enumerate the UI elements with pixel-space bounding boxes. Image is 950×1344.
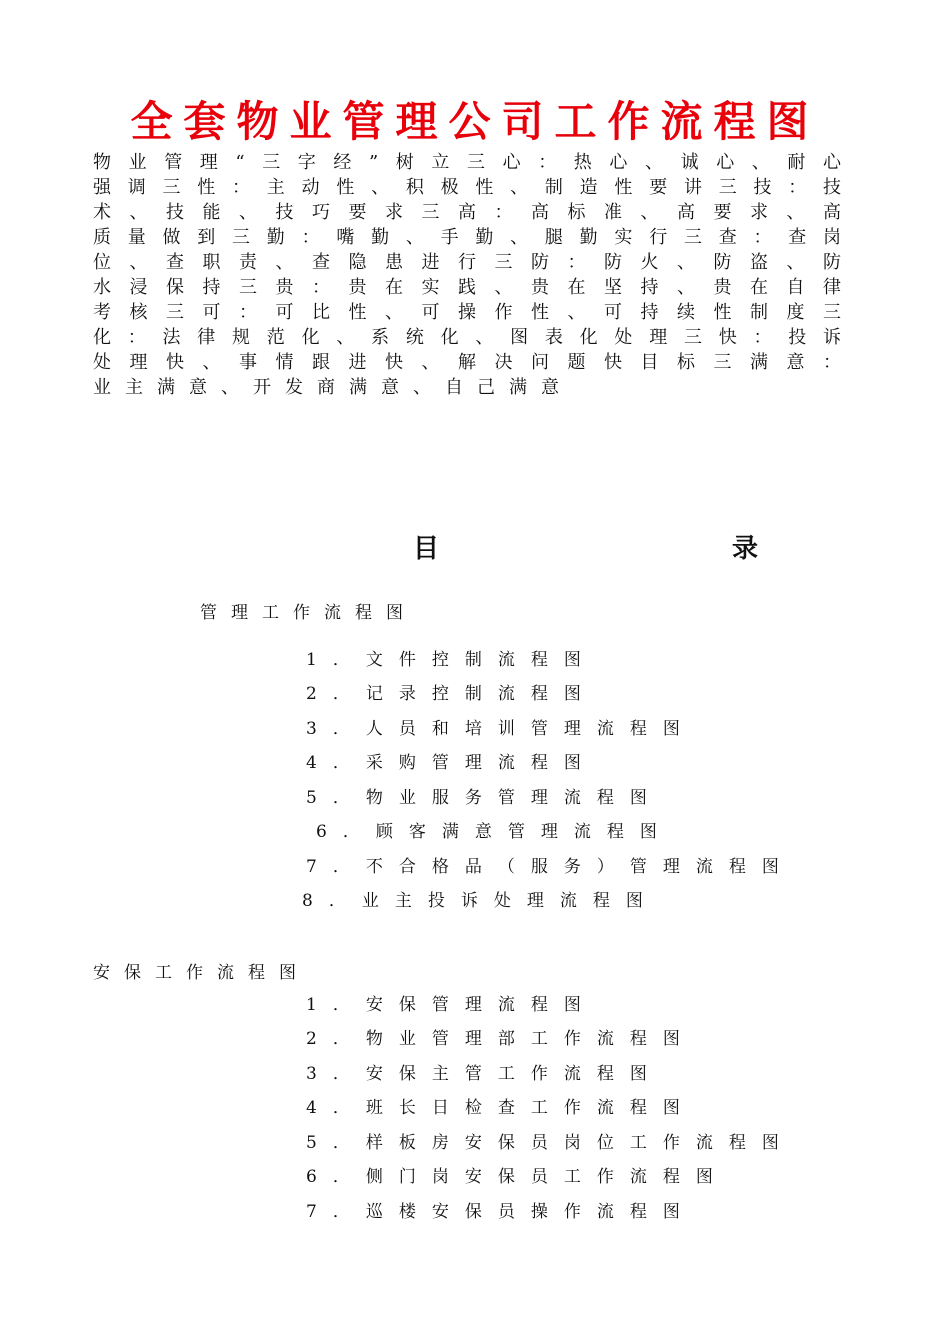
toc-item[interactable]: 3．人员和培训管理流程图 <box>306 719 696 739</box>
toc-item[interactable]: 4．班长日检查工作流程图 <box>306 1098 696 1118</box>
intro-line: 位、查职责、查隐患进行三防：防火、防盗、防 <box>93 252 841 273</box>
intro-line: 考核三可：可比性、可操作性、可持续性制度三 <box>93 302 841 323</box>
toc-item[interactable]: 2．物业管理部工作流程图 <box>306 1029 696 1049</box>
intro-line: 强调三性：主动性、积极性、制造性要讲三技：技 <box>93 177 841 198</box>
section-heading-management: 管理工作流程图 <box>200 603 417 623</box>
toc-item[interactable]: 1．安保管理流程图 <box>306 995 597 1015</box>
intro-line: 处理快、事情跟进快、解决问题快目标三满意： <box>93 352 841 373</box>
toc-item[interactable]: 6．侧门岗安保员工作流程图 <box>306 1167 729 1187</box>
intro-line: 水浸保持三贵：贵在实践、贵在坚持、贵在自律 <box>93 277 841 298</box>
intro-line: 化：法律规范化、系统化、图表化处理三快：投诉 <box>93 327 841 348</box>
toc-item[interactable]: 5．样板房安保员岗位工作流程图 <box>306 1133 795 1153</box>
intro-paragraph <box>93 150 841 400</box>
toc-item[interactable]: 5．物业服务管理流程图 <box>306 788 663 808</box>
intro-line: 物业管理“三字经”树立三心：热心、诚心、耐心 <box>93 152 841 173</box>
toc-item[interactable]: 7．不合格品（服务）管理流程图 <box>306 857 795 877</box>
intro-line: 业主满意、开发商满意、自己满意 <box>93 377 573 398</box>
toc-item[interactable]: 8．业主投诉处理流程图 <box>302 891 659 911</box>
intro-line: 术、技能、技巧要求三高：高标准、高要求、高 <box>93 202 841 223</box>
toc-title-right: 录 <box>732 534 759 564</box>
toc-item[interactable]: 1．文件控制流程图 <box>306 650 597 670</box>
toc-item[interactable]: 3．安保主管工作流程图 <box>306 1064 663 1084</box>
toc-item[interactable]: 6．顾客满意管理流程图 <box>316 822 673 842</box>
intro-line: 质量做到三勤：嘴勤、手勤、腿勤实行三查：查岗 <box>93 227 841 248</box>
toc-item[interactable]: 2．记录控制流程图 <box>306 684 597 704</box>
toc-item[interactable]: 4．采购管理流程图 <box>306 753 597 773</box>
section-heading-security: 安保工作流程图 <box>93 963 310 983</box>
document-title: 全套物业管理公司工作流程图 <box>130 97 820 146</box>
toc-title-left: 目 <box>413 534 440 564</box>
toc-item[interactable]: 7．巡楼安保员操作流程图 <box>306 1202 696 1222</box>
